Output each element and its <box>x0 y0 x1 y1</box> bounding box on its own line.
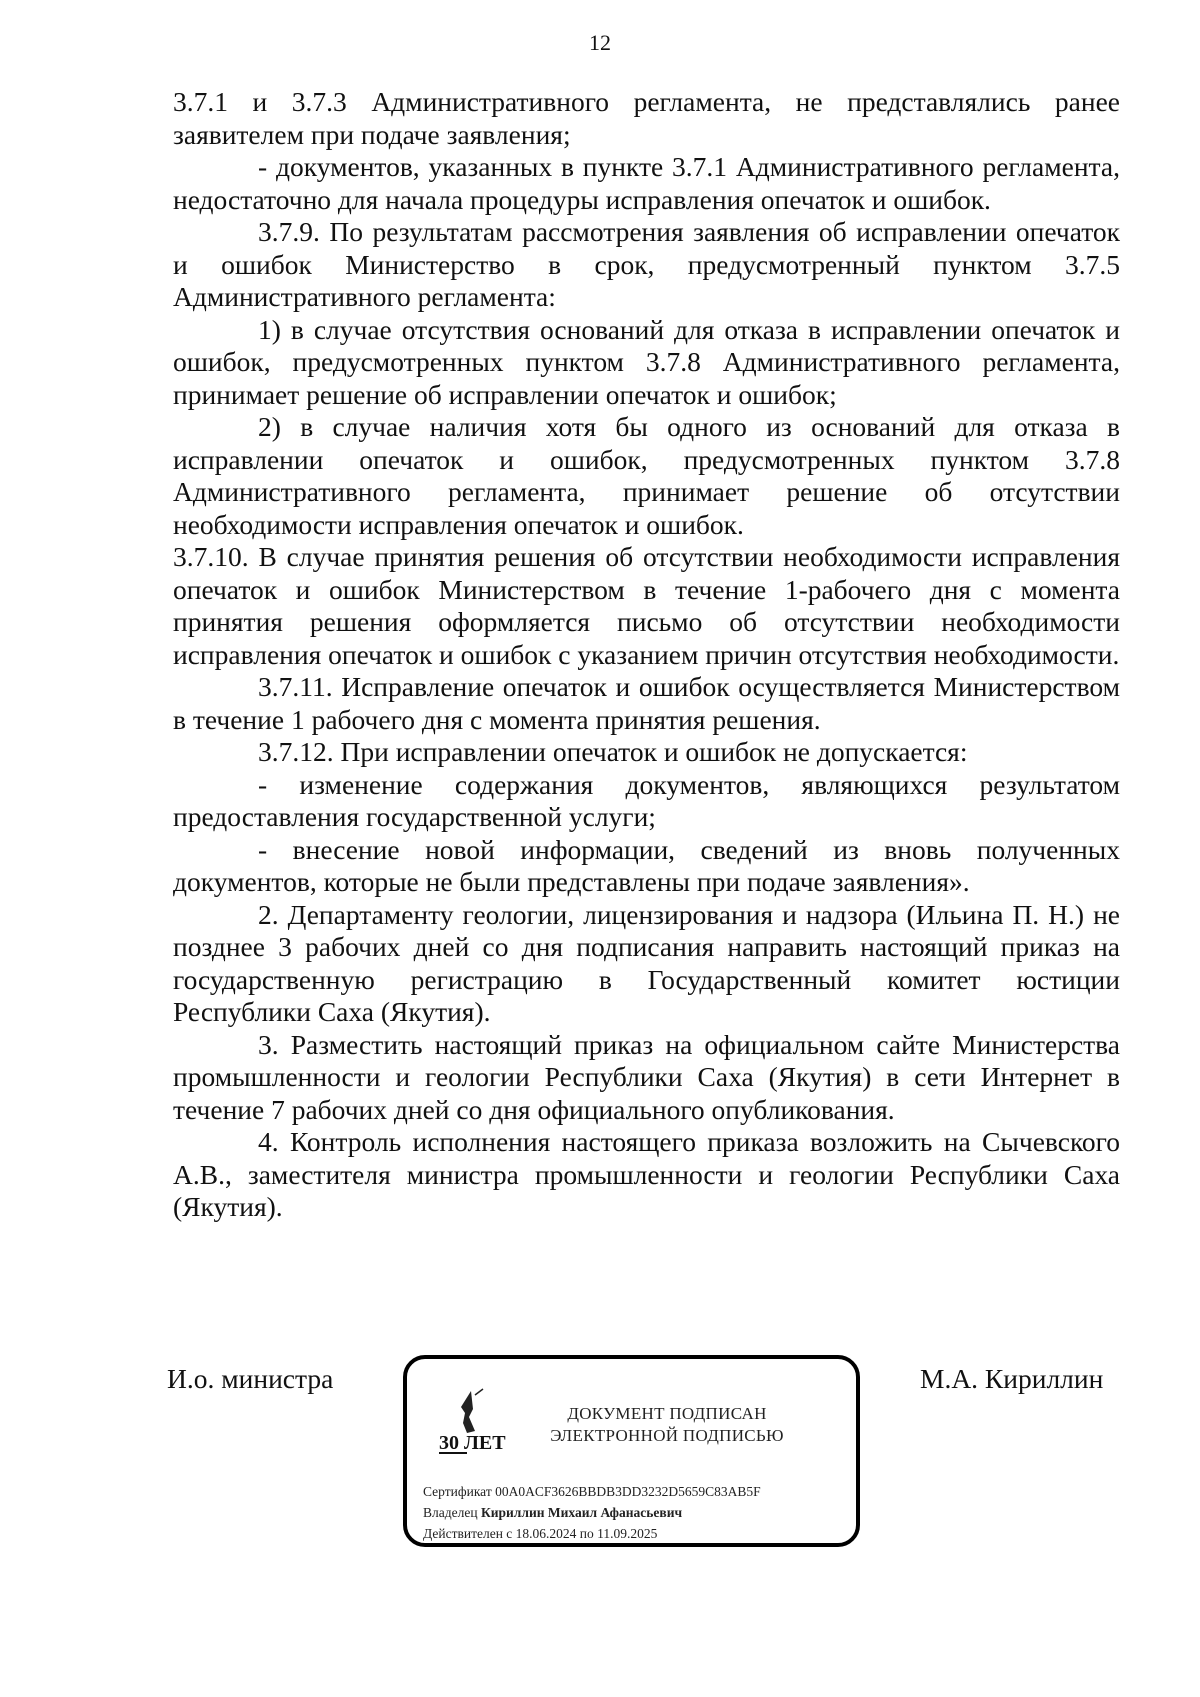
page-number: 12 <box>589 30 611 55</box>
paragraph: 2. Департаменту геологии, лицензирования и надзора (Ильина П. Н.) не позднее 3 рабочих дней со дня подписания направить настоящий приказ на государственную регистрацию в Государственный комитет юстиции Республики Саха (Якутия). <box>173 898 1120 1027</box>
signatory-position: И.о. министра <box>167 1363 334 1394</box>
certificate-label: Сертификат <box>423 1484 492 1499</box>
certificate-line <box>423 1481 761 1502</box>
certificate-value: 00A0ACF3626BBDB3DD3232D5659C83AB5F <box>495 1484 761 1499</box>
stamp-heading-line: ЭЛЕКТРОННОЙ ПОДПИСЬЮ <box>550 1426 784 1445</box>
emblem-label: 30 ЛЕТ <box>439 1432 506 1454</box>
paragraph: - внесение новой информации, сведений из вновь полученных документов, которые не были представлены при подаче заявления». <box>173 833 1120 897</box>
owner-line <box>423 1502 761 1523</box>
stamp-details <box>423 1481 761 1544</box>
stamp-heading-line: ДОКУМЕНТ ПОДПИСАН <box>567 1404 767 1423</box>
paragraph: 4. Контроль исполнения настоящего приказа возложить на Сычевского А.В., заместителя министра промышленности и геологии Республики Саха (Якутия). <box>173 1126 1120 1222</box>
paragraph: 3.7.12. При исправлении опечаток и ошибок не допускается: <box>258 736 968 767</box>
paragraph: 3.7.10. В случае принятия решения об отсутствии необходимости исправления опечаток и ошибок Министерством в течение 1-рабочего дня с момента принятия решения оформляется письмо об отсутствии необходимости исправления опечаток и ошибок с указанием причин отсутствия необходимости. <box>173 541 1120 670</box>
paragraph: 2) в случае наличия хотя бы одного из оснований для отказа в исправлении опечаток и ошибок, предусмотренных пунктом 3.7.8 Административного регламента, принимает решение об отсутствии необходимости исправления опечаток и ошибок. <box>173 411 1120 540</box>
paragraph: - изменение содержания документов, являющихся результатом предоставления государственной услуги; <box>173 768 1120 832</box>
paragraph: 3.7.11. Исправление опечаток и ошибок осуществляется Министерством в течение 1 рабочего дня с момента принятия решения. <box>173 671 1120 735</box>
paragraph: 3.7.9. По результатам рассмотрения заявления об исправлении опечаток и ошибок Министерство в срок, предусмотренный пунктом 3.7.5 Административного регламента: <box>173 216 1120 312</box>
electronic-signature-stamp <box>403 1355 860 1547</box>
paragraph: 3. Разместить настоящий приказ на официальном сайте Министерства промышленности и геологии Республики Саха (Якутия) в сети Интернет в течение 7 рабочих дней со дня официального опубликования. <box>173 1028 1120 1125</box>
validity-line: Действителен с 18.06.2024 по 11.09.2025 <box>423 1526 658 1541</box>
owner-label: Владелец <box>423 1505 478 1520</box>
paragraph: - документов, указанных в пункте 3.7.1 Административного регламента, недостаточно для начала процедуры исправления опечаток и ошибок. <box>173 151 1120 215</box>
stamp-heading <box>517 1403 817 1447</box>
anniversary-emblem-icon <box>437 1387 506 1465</box>
document-body <box>173 86 1120 1224</box>
paragraph: 3.7.1 и 3.7.3 Административного регламента, не представлялись ранее заявителем при подаче заявления; <box>173 86 1120 150</box>
signatory-name: М.А. Кириллин <box>920 1363 1104 1394</box>
paragraph: 1) в случае отсутствия оснований для отказа в исправлении опечаток и ошибок, предусмотренных пунктом 3.7.8 Административного регламента, принимает решение об исправлении опечаток и ошибок; <box>173 313 1120 410</box>
owner-value: Кириллин Михаил Афанасьевич <box>480 1505 683 1520</box>
